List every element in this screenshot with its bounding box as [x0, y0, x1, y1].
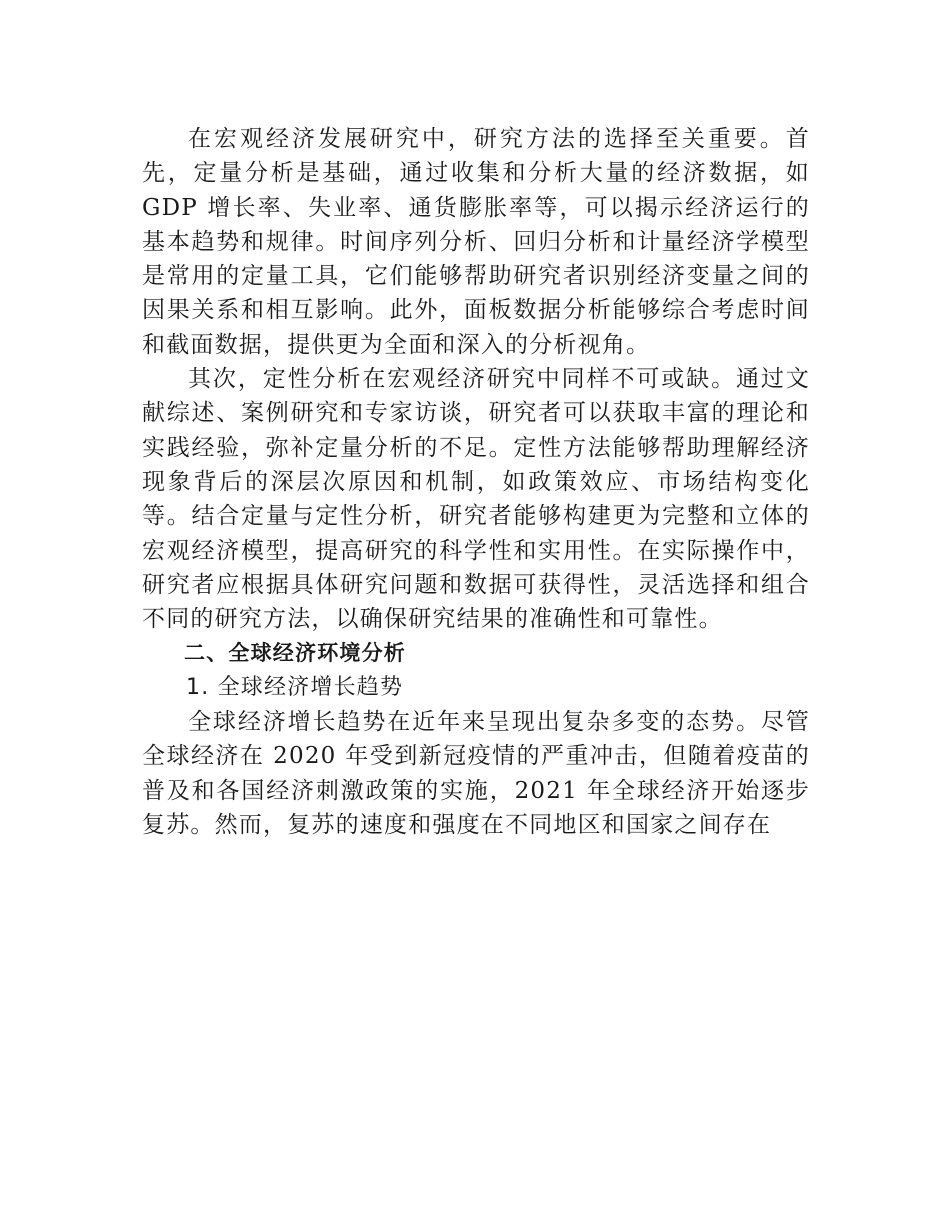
paragraph-research-methods-qualitative: 其次，定性分析在宏观经济研究中同样不可或缺。通过文献综述、案例研究和专家访谈，研究者可以获取丰富的理论和实践经验，弥补定量分析的不足。定性方法能够帮助理解经济现象背后的深层次原因和机制，如政策效应、市场结构变化等。结合定量与定性分析，研究者能够构建更为完整和立体的宏观经济模型，提高研究的科学性和实用性。在实际操作中，研究者应根据具体研究问题和数据可获得性，灵活选择和组合不同的研究方法，以确保研究结果的准确性和可靠性。 — [142, 366, 810, 633]
paragraph-research-methods-quantitative: 在宏观经济发展研究中，研究方法的选择至关重要。首先，定量分析是基础，通过收集和分析大量的经济数据，如 GDP 增长率、失业率、通货膨胀率等，可以揭示经济运行的基本趋势和规律。时间序列分析、回归分析和计量经济学模型是常用的定量工具，它们能够帮助研究者识别经济变量之间的因果关系和相互影响。此外，面板数据分析能够综合考虑时间和截面数据，提供更为全面和深入的分析视角。 — [142, 126, 810, 358]
section-heading: 二、全球经济环境分析 — [184, 641, 406, 666]
paragraph-global-growth-trend: 全球经济增长趋势在近年来呈现出复杂多变的态势。尽管全球经济在 2020 年受到新冠疫情的严重冲击，但随着疫苗的普及和各国经济刺激政策的实施，2021 年全球经济开始逐步复苏。然而，复苏的速度和强度在不同地区和国家之间存在 — [142, 709, 810, 838]
subsection-heading: 1. 全球经济增长趋势 — [186, 674, 404, 700]
document-body — [142, 122, 810, 842]
